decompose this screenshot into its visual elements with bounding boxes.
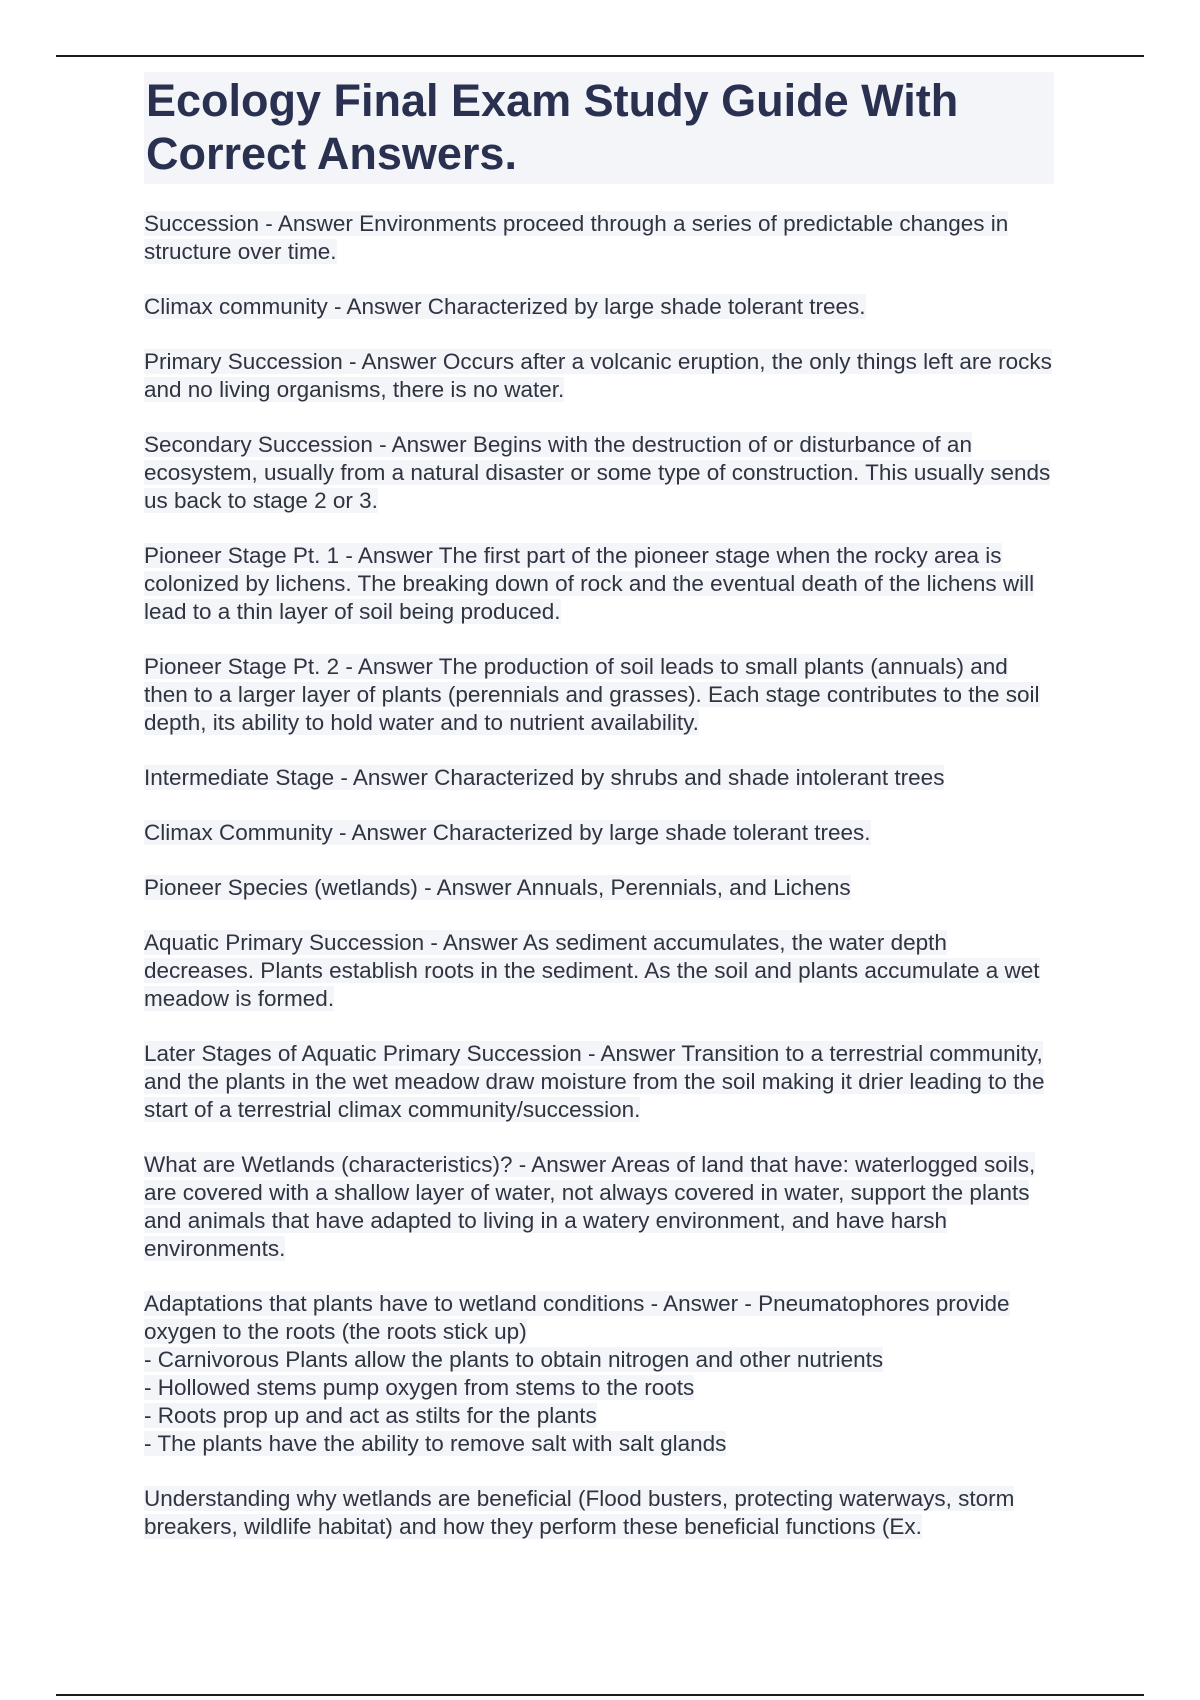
adaptations-list: [144, 1346, 1054, 1458]
qa-entry: [144, 929, 1054, 1013]
adaptation-item-text: - Carnivorous Plants allow the plants to obtain nitrogen and other nutrients: [144, 1347, 884, 1372]
adaptation-item: [144, 1430, 1054, 1458]
qa-entry-text: Succession - Answer Environments proceed through a series of predictable changes in structure over time.: [144, 211, 1009, 264]
bottom-rule: [56, 1694, 1144, 1696]
qa-entry: [144, 542, 1054, 626]
qa-entry: [144, 348, 1054, 404]
document-content: [144, 72, 1054, 1568]
qa-entry: [144, 653, 1054, 737]
document-title: Ecology Final Exam Study Guide With Correct Answers.: [144, 72, 1054, 184]
qa-entry-text: Later Stages of Aquatic Primary Succession - Answer Transition to a terrestrial community, and the plants in the wet meadow draw moisture from the soil making it drier leading to the start of a terrestrial climax community/succession.: [144, 1041, 1045, 1122]
qa-entry-text: Climax community - Answer Characterized by large shade tolerant trees.: [144, 294, 866, 319]
qa-entry-text: Pioneer Stage Pt. 1 - Answer The first part of the pioneer stage when the rocky area is colonized by lichens. The breaking down of rock and the eventual death of the lichens will lead to a thin layer of soil being produced.: [144, 543, 1035, 624]
qa-entry-text: Pioneer Species (wetlands) - Answer Annuals, Perennials, and Lichens: [144, 875, 851, 900]
adaptation-item-text: - The plants have the ability to remove salt with salt glands: [144, 1431, 727, 1456]
qa-entry: [144, 431, 1054, 515]
adaptations-entry: [144, 1290, 1054, 1458]
qa-entry-text: Primary Succession - Answer Occurs after a volcanic eruption, the only things left are rocks and no living organisms, there is no water.: [144, 349, 1052, 402]
adaptation-item: [144, 1374, 1054, 1402]
qa-entry: [144, 874, 1054, 902]
qa-entry-final: [144, 1485, 1054, 1541]
qa-entry-text: Intermediate Stage - Answer Characterized by shrubs and shade intolerant trees: [144, 765, 945, 790]
adaptations-lead: Adaptations that plants have to wetland conditions - Answer - Pneumatophores provide oxygen to the roots (the roots stick up): [144, 1291, 1010, 1344]
qa-entry-text: What are Wetlands (characteristics)? - Answer Areas of land that have: waterlogged soils, are covered with a shallow layer of water, not always covered in water, support the plants and animals that have adapted to living in a watery environment, and have harsh environments.: [144, 1152, 1036, 1261]
qa-entry-text: Climax Community - Answer Characterized by large shade tolerant trees.: [144, 820, 871, 845]
qa-entry: [144, 1151, 1054, 1263]
qa-entries: [144, 210, 1054, 1541]
adaptation-item-text: - Hollowed stems pump oxygen from stems to the roots: [144, 1375, 695, 1400]
adaptation-item-text: - Roots prop up and act as stilts for the plants: [144, 1403, 597, 1428]
qa-entry: [144, 210, 1054, 266]
qa-entry-final-text: Understanding why wetlands are beneficial (Flood busters, protecting waterways, storm breakers, wildlife habitat) and how they perform these beneficial functions (Ex.: [144, 1486, 1015, 1539]
adaptation-item: [144, 1402, 1054, 1430]
qa-entry: [144, 293, 1054, 321]
qa-entry: [144, 819, 1054, 847]
qa-entry: [144, 1040, 1054, 1124]
qa-entry-text: Secondary Succession - Answer Begins with the destruction of or disturbance of an ecosystem, usually from a natural disaster or some type of construction. This usually sends us back to stage 2 or 3.: [144, 432, 1051, 513]
top-rule: [56, 55, 1144, 57]
qa-entry-text: Pioneer Stage Pt. 2 - Answer The production of soil leads to small plants (annuals) and then to a larger layer of plants (perennials and grasses). Each stage contributes to the soil depth, its ability to hold water and to nutrient availability.: [144, 654, 1040, 735]
qa-entry: [144, 764, 1054, 792]
adaptation-item: [144, 1346, 1054, 1374]
qa-entry-text: Aquatic Primary Succession - Answer As sediment accumulates, the water depth decreases. Plants establish roots in the sediment. As the soil and plants accumulate a wet meadow is formed.: [144, 930, 1040, 1011]
